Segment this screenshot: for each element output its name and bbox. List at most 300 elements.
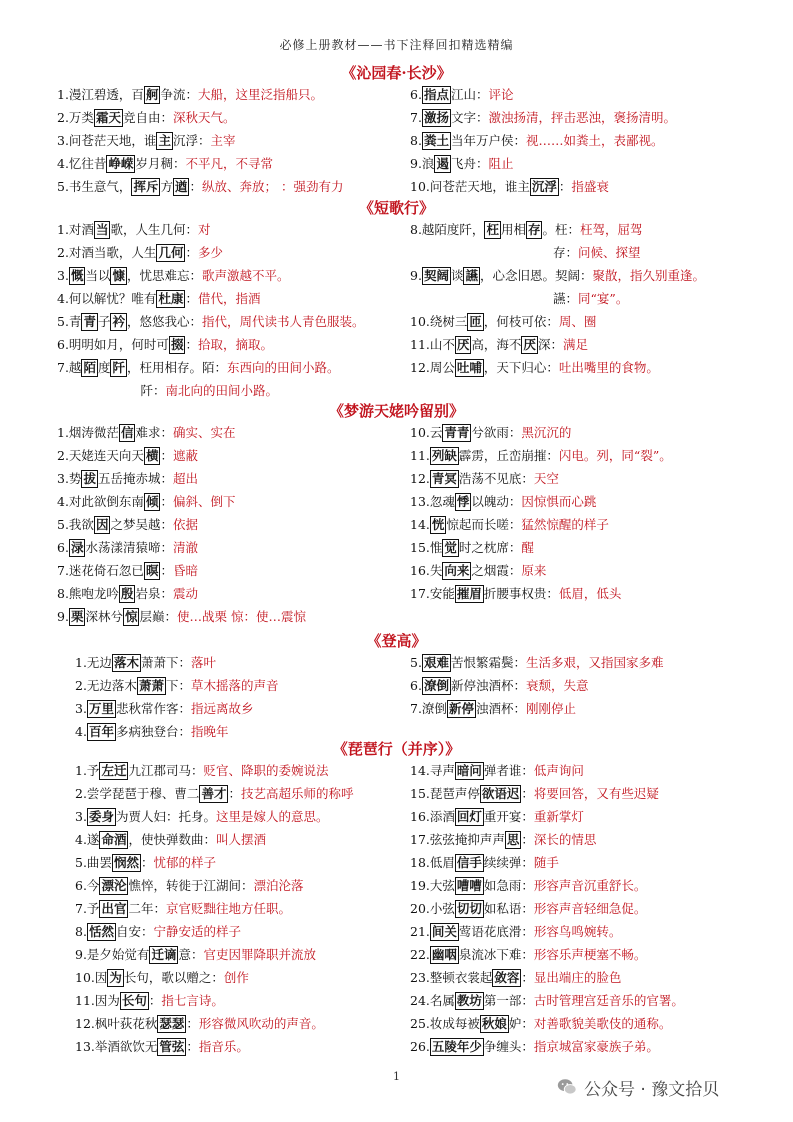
notes-column-left — [75, 651, 278, 743]
note-entry — [57, 129, 343, 152]
note-entry — [75, 943, 353, 966]
keyword-box: 五陵年少 — [431, 1039, 482, 1054]
source-text: ： — [521, 970, 534, 985]
source-text: 17.安能 — [410, 586, 455, 601]
keyword-box: 当 — [95, 222, 109, 237]
explanation-text: 形容乐声梗塞不畅。 — [533, 947, 647, 962]
note-entry — [75, 874, 353, 897]
source-text: 2.对酒当歌，人生 — [57, 245, 157, 260]
keyword-box: 青青 — [444, 425, 470, 440]
source-text: 10.问苍茫天地，谁主 — [410, 179, 530, 194]
note-entry — [57, 175, 343, 198]
keyword-box: 舸 — [145, 87, 159, 102]
source-text: 2.万类 — [57, 110, 94, 125]
source-text: 7. — [410, 110, 422, 125]
note-entry — [57, 536, 306, 559]
source-text: ，枉用相存。陌： — [126, 360, 227, 375]
source-text: 弹者谁： — [483, 763, 534, 778]
source-text: 泉流冰下难： — [458, 947, 534, 962]
note-entry — [57, 421, 306, 444]
page-number: 1 — [393, 1070, 400, 1083]
explanation-text: 纵放、奔放； ：强劲有力 — [202, 179, 344, 194]
keyword-box: 万里 — [88, 701, 114, 716]
note-entry — [410, 805, 684, 828]
source-text: 多病独登台： — [115, 724, 191, 739]
keyword-box: 悯然 — [113, 855, 139, 870]
notes-column-left — [57, 83, 343, 198]
explanation-text: 使…战栗 惊：使…震惊 — [177, 609, 306, 624]
source-text: 8.熊咆龙吟 — [57, 586, 119, 601]
keyword-box: 百年 — [88, 724, 114, 739]
keyword-box: 粪土 — [423, 133, 449, 148]
keyword-box: 峥嵘 — [108, 156, 134, 171]
note-entry — [57, 513, 306, 536]
source-text: 1.烟涛微茫 — [57, 425, 119, 440]
keyword-box: 存 — [527, 222, 541, 237]
keyword-box: 思 — [506, 832, 520, 847]
note-entry — [57, 241, 365, 264]
keyword-box: 列缺 — [431, 448, 457, 463]
explanation-text: 阻止 — [488, 156, 514, 171]
explanation-text: 借代，指酒 — [197, 291, 261, 306]
source-text: 为贾人妇：托身。 — [115, 809, 216, 824]
keyword-box: 委身 — [88, 809, 114, 824]
explanation-text: 遮蔽 — [172, 448, 198, 463]
section-title: 《短歌行》 — [358, 199, 434, 217]
explanation-text: 主宰 — [210, 133, 236, 148]
source-text: 九江郡司马： — [128, 763, 204, 778]
keyword-box: 渌 — [70, 540, 84, 555]
keyword-box: 吐哺 — [456, 360, 482, 375]
explanation-text: 创作 — [223, 970, 249, 985]
source-text: 22. — [410, 947, 430, 962]
source-text: 难求： — [135, 425, 173, 440]
source-text: 5.书生意气， — [57, 179, 132, 194]
source-text: 10.云 — [410, 425, 443, 440]
note-entry — [75, 920, 353, 943]
explanation-text: 东西向的田间小路。 — [227, 360, 340, 375]
keyword-box: 恍 — [431, 517, 445, 532]
explanation-text: 对 — [197, 222, 211, 237]
source-text: ，天下归心： — [483, 360, 559, 375]
note-entry — [75, 1035, 353, 1058]
explanation-text: 指晚年 — [190, 724, 229, 739]
explanation-text: 深秋天气。 — [172, 110, 236, 125]
keyword-box: 左迁 — [101, 763, 127, 778]
explanation-text: 昏暗 — [172, 563, 198, 578]
source-text: 深： — [537, 337, 563, 352]
source-text: ，忧思难忘： — [126, 268, 202, 283]
keyword-box: 青冥 — [431, 471, 457, 486]
source-text: 之梦吴越： — [110, 517, 173, 532]
note-entry — [410, 697, 663, 720]
note-entry — [410, 1012, 684, 1035]
keyword-box: 挥斥 — [133, 179, 159, 194]
source-text: 悲秋常作客： — [115, 701, 191, 716]
notes-column-right — [410, 421, 672, 605]
source-text: 水荡漾清猿啼： — [85, 540, 173, 555]
keyword-box: 遒 — [174, 179, 188, 194]
keyword-box: 摧眉 — [456, 586, 482, 601]
note-entry — [75, 1012, 353, 1035]
source-text: ： — [185, 337, 198, 352]
notes-column-left — [57, 218, 365, 402]
note-entry — [410, 513, 672, 536]
explanation-text: 满足 — [562, 337, 588, 352]
note-entry — [57, 218, 365, 241]
source-text: 11. — [410, 448, 430, 463]
note-entry — [75, 851, 353, 874]
source-text: 7.潦倒 — [410, 701, 447, 716]
explanation-text: 深长的情思 — [533, 832, 597, 847]
source-text: 存： — [410, 245, 579, 260]
keyword-box: 杜康 — [158, 291, 184, 306]
explanation-text: 形容鸟鸣婉转。 — [533, 924, 622, 939]
note-entry — [410, 444, 672, 467]
explanation-text: 周、圈 — [558, 314, 597, 329]
explanation-text: 不平凡，不寻常 — [185, 156, 273, 171]
source-text: ： — [160, 563, 173, 578]
note-entry — [410, 1035, 684, 1058]
note-entry — [410, 83, 676, 106]
source-text: 高，海不 — [471, 337, 522, 352]
source-text: 。枉： — [542, 222, 580, 237]
source-text: 15.琵琶声停 — [410, 786, 480, 801]
note-entry — [410, 782, 684, 805]
source-text: 萧萧下： — [140, 655, 191, 670]
source-text: 15.惟 — [410, 540, 443, 555]
keyword-box: 激扬 — [423, 110, 449, 125]
source-text: ，悠悠我心： — [126, 314, 202, 329]
source-text: 13.举酒欲饮无 — [75, 1039, 158, 1054]
note-entry — [75, 805, 353, 828]
keyword-box: 栗 — [70, 609, 84, 624]
source-text: 莺语花底滑： — [458, 924, 534, 939]
explanation-text: 天空 — [533, 471, 559, 486]
source-text: 8. — [75, 924, 87, 939]
source-text: 3.问苍茫天地，谁 — [57, 133, 157, 148]
note-entry — [410, 152, 676, 175]
source-text: 6. — [57, 540, 69, 555]
source-text: 13.忽魂 — [410, 494, 455, 509]
source-text: 4.何以解忧？唯有 — [57, 291, 157, 306]
source-text: 7.迷花倚石忽已 — [57, 563, 144, 578]
notes-column-right — [410, 83, 676, 198]
explanation-text: 形容微风吹动的声音。 — [198, 1016, 324, 1031]
section-title: 《琵琶行（并序）》 — [332, 740, 461, 758]
source-text: 8. — [410, 133, 422, 148]
source-text: 五岳掩赤城： — [97, 471, 173, 486]
keyword-box: 瑟瑟 — [159, 1016, 185, 1031]
source-text: 文字： — [450, 110, 489, 125]
source-text: 以魄动： — [471, 494, 522, 509]
explanation-text: 显出端庄的脸色 — [533, 970, 622, 985]
source-text: 苦恨繁霜鬓： — [450, 655, 526, 670]
explanation-text: 漂泊沦落 — [253, 878, 304, 893]
source-text: 飞舟： — [450, 156, 489, 171]
source-text: ： — [228, 786, 241, 801]
explanation-text: 将要回答，又有些迟疑 — [533, 786, 659, 801]
explanation-text: 低声询问 — [533, 763, 584, 778]
keyword-box: 因 — [95, 517, 109, 532]
explanation-text: 落叶 — [190, 655, 216, 670]
keyword-box: 指点 — [423, 87, 449, 102]
section-title: 《梦游天姥吟留别》 — [328, 402, 464, 420]
keyword-box: 横 — [145, 448, 159, 463]
source-text: 3. — [57, 268, 69, 283]
source-text: 方 — [160, 179, 173, 194]
note-entry — [410, 310, 705, 333]
explanation-text: 官吏因罪降职并流放 — [203, 947, 316, 962]
keyword-box: 信 — [120, 425, 134, 440]
source-text: 4.忆往昔 — [57, 156, 107, 171]
notes-column-right — [410, 651, 663, 720]
note-entry — [57, 310, 365, 333]
note-entry — [57, 83, 343, 106]
keyword-box: 为 — [109, 970, 122, 985]
source-text: 10.绕树三 — [410, 314, 468, 329]
source-text: 1.无边 — [75, 655, 112, 670]
note-entry — [410, 966, 684, 989]
source-text: 当以 — [85, 268, 111, 283]
source-text: ，使快弹数曲： — [128, 832, 216, 847]
source-text: 7.越 — [57, 360, 82, 375]
source-text: 14.寻声 — [410, 763, 455, 778]
source-text: 深林兮 — [85, 609, 123, 624]
explanation-text: 技艺高超乐师的称呼 — [240, 786, 354, 801]
explanation-text: 因惊惧而心跳 — [521, 494, 597, 509]
explanation-text: 大船，这里泛指船只。 — [197, 87, 323, 102]
source-text: 新停浊酒杯： — [450, 678, 526, 693]
source-text: 自安： — [115, 924, 154, 939]
source-text: 讌： — [410, 291, 579, 306]
explanation-text: 重新掌灯 — [533, 809, 584, 824]
source-text: 第一部： — [483, 993, 534, 1008]
source-text: 5.我欲 — [57, 517, 94, 532]
note-entry — [410, 559, 672, 582]
keyword-box: 欲语迟 — [481, 786, 520, 801]
note-entry — [57, 106, 343, 129]
source-text: ： — [148, 993, 162, 1008]
source-text: 11.山不 — [410, 337, 455, 352]
keyword-box: 善才 — [201, 786, 227, 801]
explanation-text: 指七言诗。 — [161, 993, 224, 1008]
explanation-text: 激浊扬清，抨击恶浊，褒扬清明。 — [488, 110, 676, 125]
note-entry — [57, 333, 365, 356]
source-text: 长句，歌以赠之： — [123, 970, 224, 985]
source-text: ： — [160, 494, 173, 509]
note-entry — [57, 356, 365, 379]
explanation-text: 枉驾，屈驾 — [580, 222, 643, 237]
source-text: 8.越陌度阡， — [410, 222, 485, 237]
source-text: 岩泉： — [135, 586, 173, 601]
explanation-text: 指远离故乡 — [190, 701, 254, 716]
explanation-text: 形容声音轻细急促。 — [533, 901, 647, 916]
note-entry — [410, 106, 676, 129]
keyword-box: 厌 — [456, 337, 470, 352]
note-entry — [410, 129, 676, 152]
source-text: 4.遂 — [75, 832, 100, 847]
explanation-text: 视……如粪土，表鄙视。 — [525, 133, 664, 148]
note-entry — [410, 651, 663, 674]
keyword-box: 命酒 — [101, 832, 127, 847]
explanation-text: 多少 — [197, 245, 223, 260]
note-entry — [410, 287, 705, 310]
source-text: 11.因为 — [75, 993, 120, 1008]
source-text: 浩荡不见底： — [458, 471, 534, 486]
note-entry — [410, 264, 705, 287]
source-text: 16.添酒 — [410, 809, 455, 824]
explanation-text: 原来 — [521, 563, 547, 578]
keyword-box: 暝 — [145, 563, 159, 578]
explanation-text: 确实、实在 — [172, 425, 236, 440]
source-text: 25.妆成每被 — [410, 1016, 480, 1031]
keyword-box: 陌 — [83, 360, 96, 375]
notes-column-left — [75, 759, 353, 1058]
source-text: 5. — [410, 655, 422, 670]
keyword-box: 管弦 — [159, 1039, 185, 1054]
source-text: 二年： — [128, 901, 166, 916]
keyword-box: 拔 — [83, 471, 96, 486]
keyword-box: 慨 — [70, 268, 84, 283]
source-text: 18.低眉 — [410, 855, 455, 870]
note-entry — [410, 421, 672, 444]
source-text: 6.今 — [75, 878, 100, 893]
source-text: 竞自由： — [122, 110, 173, 125]
keyword-box: 厌 — [523, 337, 536, 352]
source-text: 浊酒杯： — [475, 701, 526, 716]
source-text: 14. — [410, 517, 430, 532]
explanation-text: 吐出嘴里的食物。 — [558, 360, 659, 375]
source-text: 江山： — [450, 87, 489, 102]
source-text: 9. — [57, 609, 69, 624]
note-entry — [57, 444, 306, 467]
source-text: 3. — [75, 701, 87, 716]
source-text: ： — [189, 179, 202, 194]
keyword-box: 恬然 — [88, 924, 114, 939]
keyword-box: 出官 — [101, 901, 127, 916]
source-text: 6. — [410, 87, 422, 102]
source-text: 24.名属 — [410, 993, 455, 1008]
source-text: 3. — [75, 809, 87, 824]
source-text: 霹雳，丘峦崩摧： — [458, 448, 559, 463]
note-entry — [57, 490, 306, 513]
source-text: 3.势 — [57, 471, 82, 486]
explanation-text: 生活多艰，又指国家多难 — [525, 655, 664, 670]
source-text: 妒： — [508, 1016, 534, 1031]
watermark — [556, 1072, 776, 1102]
source-text: 如私语： — [483, 901, 534, 916]
explanation-text: 同“宴”。 — [578, 291, 629, 306]
source-text: 憔悴，转徙于江湖间： — [128, 878, 254, 893]
source-text: ： — [140, 855, 154, 870]
explanation-text: 草木摇落的声音 — [190, 678, 279, 693]
source-text: 17.弦弦掩抑声声 — [410, 832, 505, 847]
note-entry — [410, 828, 684, 851]
explanation-text: 京官贬黜往地方任职。 — [165, 901, 291, 916]
source-text: 层巅： — [139, 609, 177, 624]
keyword-box: 嘈嘈 — [456, 878, 482, 893]
keyword-box: 长句 — [121, 993, 147, 1008]
source-text: 5.曲罢 — [75, 855, 112, 870]
note-entry — [57, 287, 365, 310]
explanation-text: 忧郁的样子 — [153, 855, 216, 870]
explanation-text: 猛然惊醒的样子 — [521, 517, 609, 532]
note-entry — [75, 674, 278, 697]
note-entry — [57, 379, 365, 402]
source-text: ： — [558, 179, 572, 194]
explanation-text: 随手 — [533, 855, 559, 870]
keyword-box: 匝 — [469, 314, 482, 329]
source-text: 19.大弦 — [410, 878, 455, 893]
explanation-text: 拾取，摘取。 — [197, 337, 273, 352]
source-text: 23.整顿衣裳起 — [410, 970, 493, 985]
note-entry — [410, 175, 676, 198]
section-title: 《登高》 — [366, 632, 427, 650]
note-entry — [410, 582, 672, 605]
source-text: ，心念旧恩。契阔： — [479, 268, 593, 283]
note-entry — [410, 333, 705, 356]
keyword-box: 惊 — [124, 609, 138, 624]
source-text: 用相 — [500, 222, 526, 237]
source-text: 下： — [165, 678, 191, 693]
source-text: 意： — [178, 947, 204, 962]
source-text: 阡： — [57, 383, 166, 398]
note-entry — [75, 828, 353, 851]
keyword-box: 枉 — [486, 222, 499, 237]
explanation-text: 刚刚停止 — [525, 701, 576, 716]
note-entry — [410, 674, 663, 697]
note-entry — [75, 897, 353, 920]
note-entry — [410, 943, 684, 966]
keyword-box: 衿 — [112, 314, 125, 329]
notes-column-right — [410, 218, 705, 379]
explanation-text: 贬官、降职的委婉说法 — [203, 763, 329, 778]
note-entry — [410, 874, 684, 897]
note-entry — [75, 966, 353, 989]
source-text: 续续弹： — [483, 855, 534, 870]
note-entry — [57, 264, 365, 287]
source-text: 10.因 — [75, 970, 108, 985]
note-entry — [410, 218, 705, 241]
wechat-icon — [556, 1076, 578, 1098]
explanation-text: 低眉，低头 — [558, 586, 622, 601]
source-text: 之烟霞： — [471, 563, 522, 578]
keyword-box: 回灯 — [456, 809, 482, 824]
explanation-text: 问候、探望 — [578, 245, 641, 260]
source-text: 16.失 — [410, 563, 443, 578]
keyword-box: 暗问 — [456, 763, 482, 778]
source-text: 时之枕席： — [458, 540, 522, 555]
note-entry — [57, 605, 306, 628]
source-text: ： — [160, 448, 173, 463]
source-text: 歌，人生几何： — [110, 222, 198, 237]
source-text: 12. — [410, 471, 430, 486]
source-text: 4.对此欲倒东南 — [57, 494, 144, 509]
source-text: 5.青 — [57, 314, 82, 329]
explanation-text: 指音乐。 — [198, 1039, 249, 1054]
explanation-text: 偏斜、倒下 — [172, 494, 236, 509]
note-entry — [57, 152, 343, 175]
source-text: 1.予 — [75, 763, 100, 778]
source-text: ： — [521, 832, 534, 847]
keyword-box: 信手 — [456, 855, 482, 870]
explanation-text: 醒 — [521, 540, 534, 555]
keyword-box: 青 — [83, 314, 96, 329]
explanation-text: 指京城富家豪族子弟。 — [533, 1039, 659, 1054]
source-text: 6.明明如月，何时可 — [57, 337, 169, 352]
source-text: ： — [186, 1039, 199, 1054]
